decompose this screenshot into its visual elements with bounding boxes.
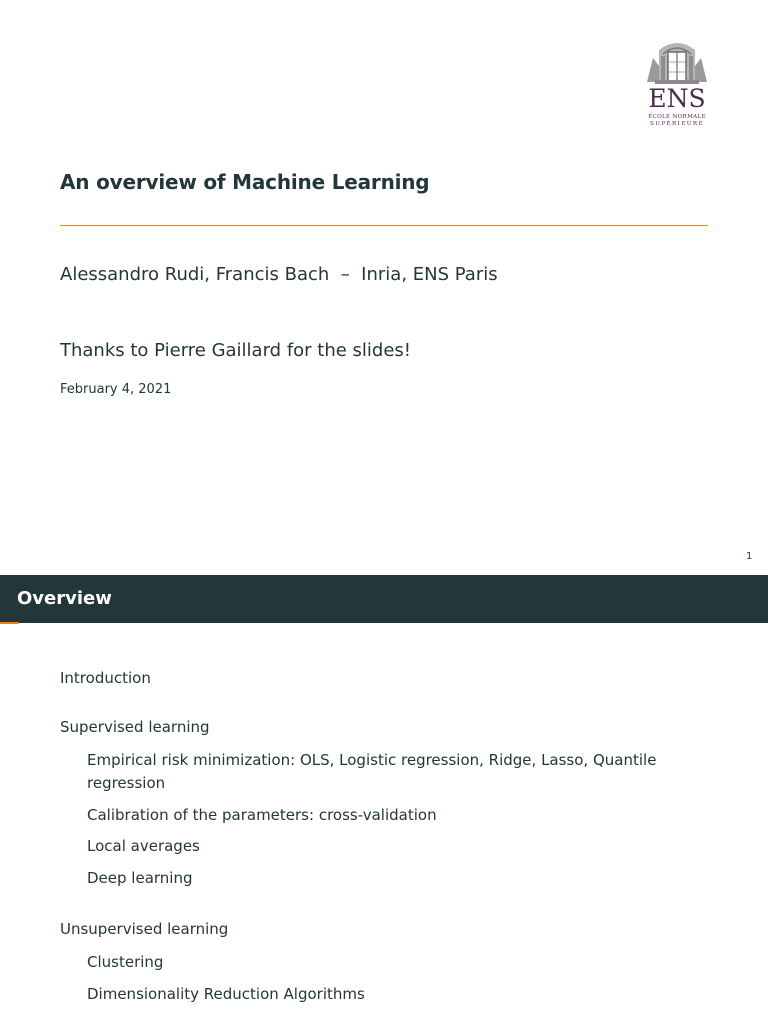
ens-logo (643, 36, 711, 128)
toc-section-unsupervised[interactable]: Unsupervised learning (60, 920, 229, 938)
toc-subsection-erm[interactable]: Empirical risk minimization: OLS, Logistic regression, Ridge, Lasso, Quantile regression (87, 751, 657, 792)
frame-title: Overview (17, 588, 112, 609)
ens-logo-line2: SUPÉRIEURE (650, 121, 704, 127)
toc-subsection-dim-reduction[interactable]: Dimensionality Reduction Algorithms (87, 985, 365, 1003)
ens-logo-wordmark: ENS (648, 84, 706, 113)
ens-building-icon (647, 43, 707, 84)
frame-title-bar (0, 575, 768, 623)
toc-section-supervised[interactable]: Supervised learning (60, 718, 210, 736)
toc-subsection-clustering[interactable]: Clustering (87, 953, 164, 971)
page-number: 1 (746, 551, 753, 562)
toc-section-introduction[interactable]: Introduction (60, 669, 151, 687)
slide-title: An overview of Machine Learning (60, 170, 430, 194)
progress-bar (0, 622, 19, 624)
thanks-line: Thanks to Pierre Gaillard for the slides! (60, 340, 412, 361)
toc-subsection-deep-learning[interactable]: Deep learning (87, 869, 193, 887)
title-separator-line (60, 225, 708, 226)
toc-subsection-local-averages[interactable]: Local averages (87, 837, 200, 855)
ens-logo-line1: ÉCOLE NORMALE (648, 114, 706, 120)
slide-date: February 4, 2021 (60, 382, 172, 397)
authors-line: Alessandro Rudi, Francis Bach – Inria, ENS Paris (60, 264, 498, 285)
toc-subsection-calibration[interactable]: Calibration of the parameters: cross-validation (87, 806, 437, 824)
